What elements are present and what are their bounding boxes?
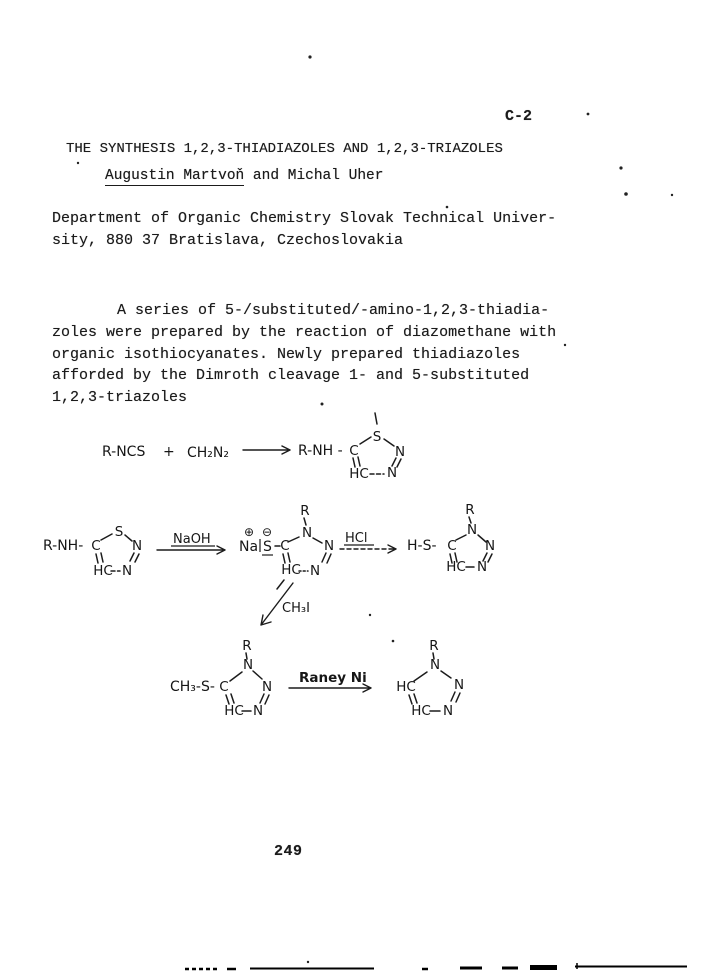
ring5-n2: N (453, 677, 465, 693)
ring3-r: R (465, 502, 475, 518)
ring1-hc: HC (349, 466, 369, 482)
noise-dot (369, 614, 371, 616)
bottom-scan-marks (185, 963, 687, 969)
hcl-arrow-head (388, 545, 396, 553)
arrow-label-hcl: HCl (345, 531, 368, 546)
noise-dot (587, 113, 590, 116)
formula-isothiocyanate: R-NCS (102, 444, 146, 460)
ring5-hc-left: HC (396, 679, 416, 695)
left-chain: CH₃-S- (170, 679, 215, 695)
plus-charge-icon: ⊕ (243, 525, 255, 539)
abstract-line-5: 1,2,3-triazoles (52, 389, 188, 406)
noise-dot (624, 192, 628, 196)
scheme-2 (43, 502, 495, 625)
author-name-underlined: Augustin Martvoň (105, 168, 245, 184)
ring2b-n3: N (309, 563, 321, 579)
ring2a-n2: N (121, 563, 133, 579)
noise-dot (77, 162, 79, 164)
ring2b-n1: N (301, 525, 313, 541)
noise-dot (308, 55, 311, 58)
ring3-n2: N (484, 538, 496, 554)
product-chain: R-NH - (298, 443, 343, 459)
ring2a-s: S (114, 524, 124, 540)
left-chain: R-NH- (43, 538, 84, 554)
affiliation-line-1: Department of Organic Chemistry Slovak Technical Univer- (52, 210, 557, 227)
ring2a-c: C (91, 538, 101, 554)
sodium-label: Na (239, 539, 259, 555)
abstract-line-3: organic isothiocyanates. Newly prepared thiadiazoles (52, 346, 521, 363)
ring5-n1: N (429, 657, 441, 673)
ring3-n3: N (476, 559, 488, 575)
ring3-c: C (447, 538, 457, 554)
ring1-n1: N (394, 444, 406, 460)
noise-dot (564, 344, 566, 346)
ring4-hc: HC (224, 703, 244, 719)
stray-slash (277, 580, 284, 589)
plus-sign: + (163, 444, 175, 460)
ring2b-hc: HC (281, 562, 301, 578)
reaction-arrow (243, 446, 290, 454)
ring2a-double-bonds (96, 553, 139, 563)
ring4-r: R (242, 638, 252, 654)
stray-tick (375, 413, 377, 424)
page-number: 249 (274, 843, 303, 860)
arrow-label-ch3i: CH₃I (282, 601, 310, 616)
ring3-hc: HC (446, 559, 466, 575)
ring4-n1: N (242, 657, 254, 673)
ring5-r: R (429, 638, 439, 654)
ring2b-c: C (280, 538, 290, 554)
noise-dot (321, 403, 324, 406)
ring1-n2: N (386, 465, 398, 481)
right-chain: H-S- (407, 538, 437, 554)
ring2b-r: R (300, 503, 310, 519)
noise-dot (392, 640, 395, 643)
abstract-line-4: afforded by the Dimroth cleavage 1- and 5-substituted (52, 367, 530, 384)
scheme-3 (170, 638, 464, 719)
ring4-c: C (219, 679, 229, 695)
arrow-label-raney-ni: Raney Ni (299, 670, 367, 686)
page-corner-label: C-2 (505, 108, 533, 125)
noise-dot (307, 961, 309, 963)
noise-dot (619, 166, 622, 169)
scan-noise (77, 55, 673, 963)
naoh-arrow (157, 546, 225, 554)
ring5-hc-bottom: HC (411, 703, 431, 719)
ring2b-double-bonds (283, 553, 331, 563)
anion-s-label: S (263, 539, 272, 555)
formula-diazomethane: CH₂N₂ (187, 445, 229, 461)
paper-title: THE SYNTHESIS 1,2,3-THIADIAZOLES AND 1,2,3-TRIAZOLES (66, 141, 503, 157)
ring1-c: C (349, 443, 359, 459)
noise-dot (446, 206, 449, 209)
ring2a-hc: HC (93, 563, 113, 579)
ring1-s: S (372, 429, 382, 445)
ring3-n1: N (466, 522, 478, 538)
scheme-1 (102, 413, 405, 482)
noise-dot (671, 194, 673, 196)
affiliation-line-2: sity, 880 37 Bratislava, Czechoslovakia (52, 232, 404, 249)
minus-charge-icon: ⊖ (261, 525, 273, 539)
abstract-line-1: A series of 5-/substituted/-amino-1,2,3-thiadia- (117, 302, 550, 319)
arrow-label-naoh: NaOH (173, 532, 211, 547)
ring2a-n1: N (131, 538, 143, 554)
ring4-n3: N (252, 703, 264, 719)
ring2b-n2: N (323, 538, 335, 554)
ring5-n3: N (442, 703, 454, 719)
authors-rest: and Michal Uher (244, 168, 384, 184)
abstract-line-2: zoles were prepared by the reaction of diazomethane with (52, 324, 557, 341)
ring4-n2: N (261, 679, 273, 695)
